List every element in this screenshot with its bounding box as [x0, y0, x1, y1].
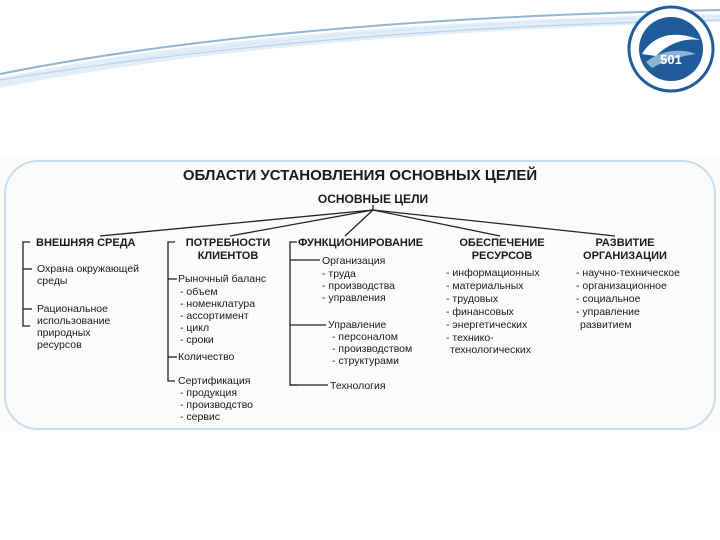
item-text: ресурсов [37, 339, 82, 351]
item-text: - организационное [576, 280, 667, 292]
item-text: - социальное [576, 293, 641, 305]
heading-vneshnyaya-sreda: ВНЕШНЯЯ СРЕДА [36, 237, 136, 249]
item-text: - сроки [180, 334, 214, 346]
item-text: - финансовых [446, 306, 514, 318]
item-text: - энергетических [446, 319, 528, 331]
item-text: Управление [328, 319, 387, 331]
bracket-funkcionirovanie [290, 242, 297, 385]
branch-razvitie [373, 210, 615, 236]
item-text: - трудовых [446, 293, 499, 305]
item-text: - номенклатура [180, 298, 256, 310]
heading-funkcionirovanie: ФУНКЦИОНИРОВАНИЕ [298, 237, 424, 249]
item-text: использование [37, 315, 111, 327]
item-text: технологических [450, 344, 532, 356]
item-text: - управление [576, 306, 640, 318]
item-text: Рыночный баланс [178, 273, 267, 285]
item-text: природных [37, 327, 91, 339]
root-node: ОСНОВНЫЕ ЦЕЛИ [317, 192, 429, 206]
heading-obespechenie-line2: РЕСУРСОВ [471, 250, 533, 262]
item-text: - производство [180, 399, 254, 411]
heading-razvitie-line2: ОРГАНИЗАЦИИ [583, 250, 667, 262]
item-text: - продукция [180, 387, 238, 399]
item-text: среды [37, 275, 68, 287]
item-text: - цикл [180, 322, 210, 334]
item-text: - производства [322, 280, 396, 292]
item-text: Рациональное [37, 303, 108, 315]
item-text: Охрана окружающей [37, 263, 140, 275]
item-text: - персоналом [332, 331, 398, 343]
branch-vneshnyaya [100, 210, 373, 236]
heading-potrebnosti-line2: КЛИЕНТОВ [197, 250, 259, 262]
item-text: - ассортимент [180, 310, 249, 322]
item-text: - объем [180, 286, 218, 298]
item-text: - производством [332, 343, 413, 355]
heading-razvitie-line1: РАЗВИТИЕ [595, 237, 655, 249]
logo-number: 501 [660, 52, 682, 67]
item-text: - сервис [180, 411, 221, 423]
heading-obespechenie-line1: ОБЕСПЕЧЕНИЕ [459, 237, 545, 249]
item-text: - материальных [446, 280, 524, 292]
item-text: - технико- [446, 332, 494, 344]
item-text: - труда [322, 268, 356, 280]
item-text: Организация [322, 255, 386, 267]
branch-potrebnosti [230, 210, 373, 236]
item-text: - управления [322, 292, 386, 304]
diagram-title: ОБЛАСТИ УСТАНОВЛЕНИЯ ОСНОВНЫХ ЦЕЛЕЙ [182, 167, 538, 184]
bracket-vneshnyaya [23, 242, 30, 326]
item-text: - научно-техническое [576, 267, 680, 279]
item-text: Сертификация [178, 375, 251, 387]
bracket-potrebnosti [168, 242, 175, 381]
heading-potrebnosti-line1: ПОТРЕБНОСТИ [185, 237, 271, 249]
item-text: развитием [580, 319, 632, 331]
item-text: Технология [330, 380, 386, 392]
item-text: - информационных [446, 267, 540, 279]
item-text: - структурами [332, 355, 399, 367]
item-text: Количество [178, 351, 235, 363]
branch-obespechenie [373, 210, 500, 236]
